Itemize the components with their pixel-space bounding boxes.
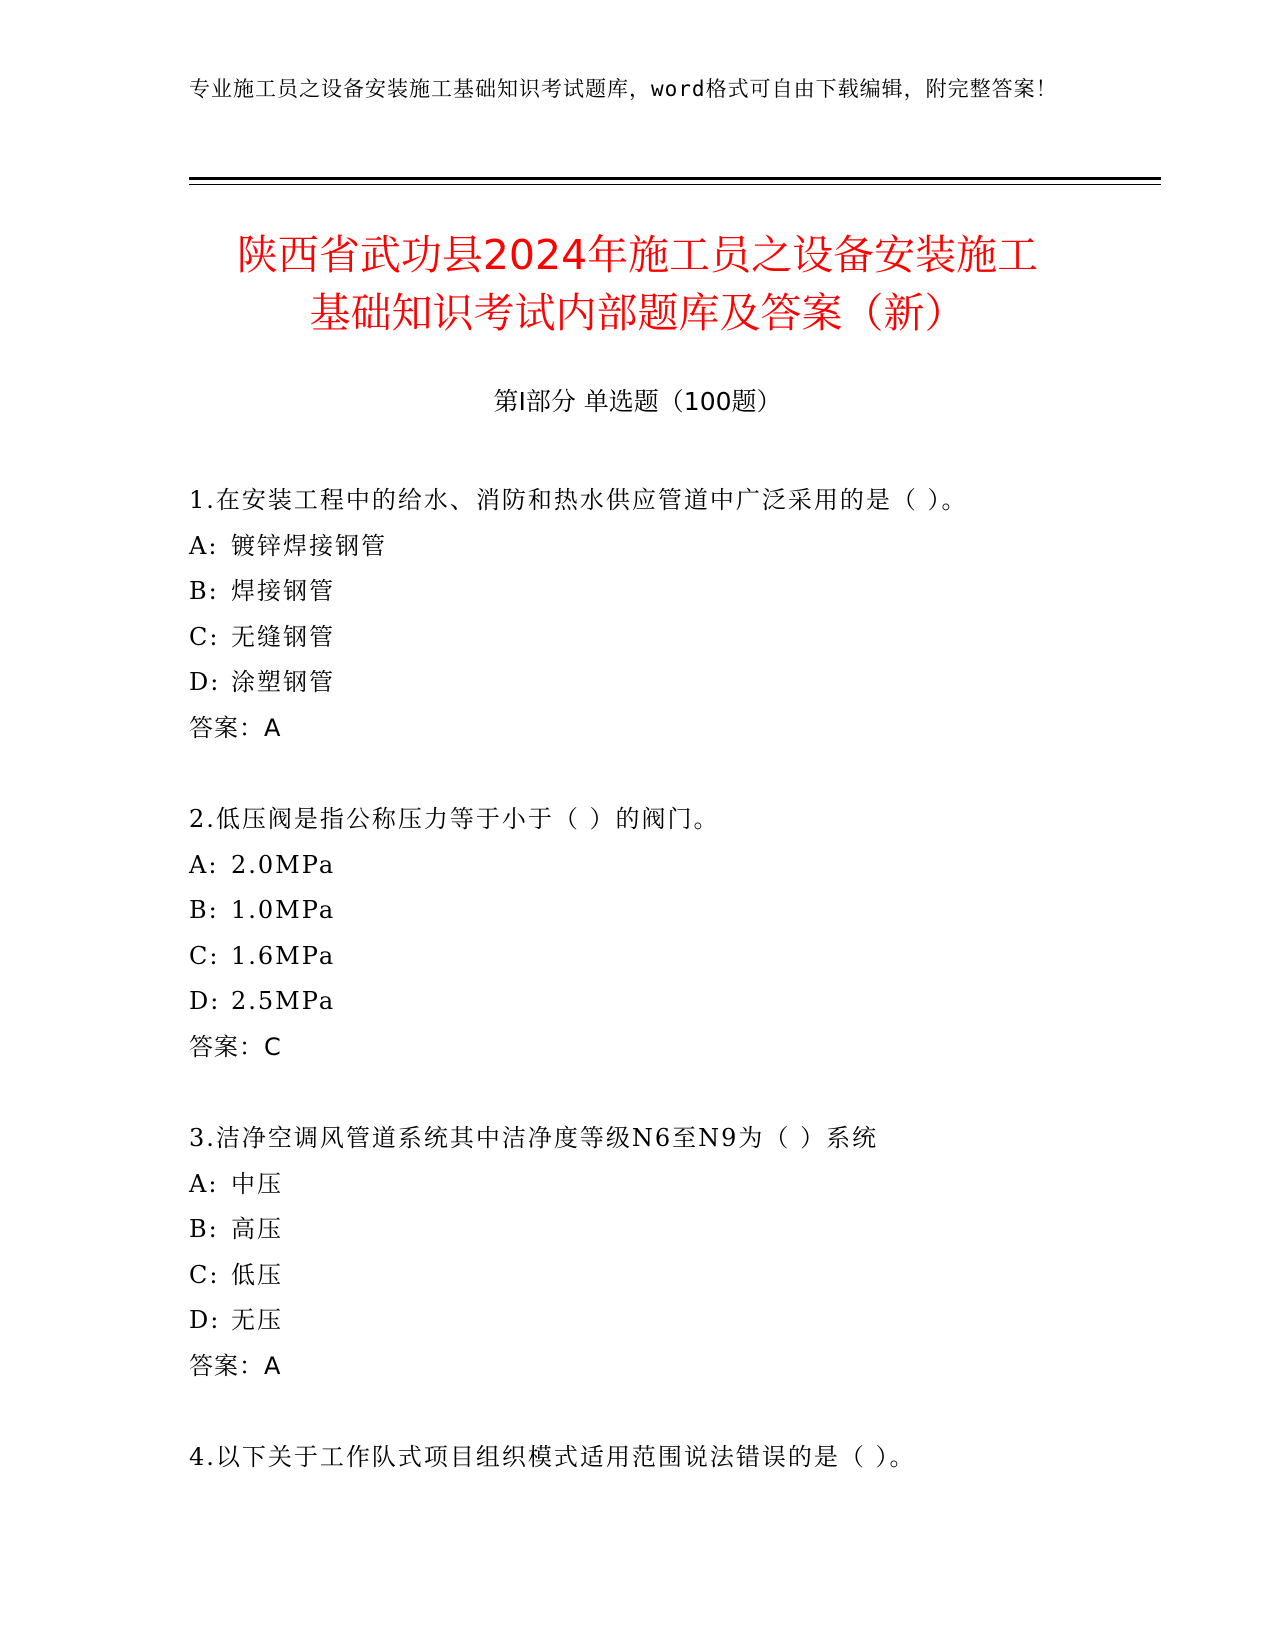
option-letter: B: [189, 577, 219, 605]
document-title-line-1: 陕西省武功县2024年施工员之设备安装施工 [236, 231, 1039, 279]
option-c [189, 934, 1149, 980]
option-letter: D: [189, 987, 221, 1015]
option-d [189, 660, 1149, 706]
option-c [189, 615, 1149, 661]
option-letter: A: [189, 850, 219, 879]
question-4 [189, 1435, 1149, 1481]
question-stem: 3.洁净空调风管道系统其中洁净度等级N6至N9为（ ）系统 [189, 1124, 879, 1152]
option-a [189, 1162, 1149, 1208]
option-letter: C: [189, 941, 220, 970]
option-letter: B: [189, 1215, 219, 1243]
option-a [189, 524, 1149, 570]
option-text: 高压 [231, 1215, 283, 1243]
answer-line: 答案：A [189, 1351, 282, 1380]
document-title [150, 226, 1125, 342]
option-b [189, 1207, 1149, 1253]
option-letter: C: [189, 622, 220, 651]
option-c [189, 1253, 1149, 1299]
option-text: 涂塑钢管 [231, 668, 335, 696]
question-1 [189, 478, 1149, 751]
option-letter: A: [189, 531, 219, 560]
option-text: 低压 [231, 1260, 283, 1289]
option-letter: A: [189, 1169, 219, 1198]
option-text: 2.5MPa [231, 987, 336, 1015]
option-letter: C: [189, 1260, 220, 1289]
question-stem: 1.在安装工程中的给水、消防和热水供应管道中广泛采用的是（ ）。 [189, 486, 968, 514]
option-text: 1.6MPa [231, 941, 336, 970]
question-2 [189, 797, 1149, 1070]
header-rule-thick [189, 177, 1161, 180]
question-stem: 2.低压阀是指公称压力等于小于（ ）的阀门。 [189, 805, 720, 833]
option-text: 无压 [231, 1306, 283, 1334]
answer-line: 答案：C [189, 1032, 282, 1061]
question-stem: 4.以下关于工作队式项目组织模式适用范围说法错误的是（ ）。 [189, 1443, 916, 1471]
option-b [189, 569, 1149, 615]
header-rule-thin [189, 184, 1161, 185]
option-d [189, 1298, 1149, 1344]
option-letter: D: [189, 668, 221, 696]
option-text: 镀锌焊接钢管 [231, 531, 387, 560]
answer-line: 答案：A [189, 713, 282, 742]
document-title-line-2: 基础知识考试内部题库及答案（新） [309, 289, 966, 337]
option-letter: D: [189, 1306, 221, 1334]
option-text: 无缝钢管 [231, 622, 335, 651]
option-b [189, 888, 1149, 934]
option-letter: B: [189, 896, 219, 924]
option-a [189, 843, 1149, 889]
option-text: 中压 [231, 1169, 283, 1198]
option-text: 2.0MPa [231, 850, 336, 879]
question-3 [189, 1116, 1149, 1389]
section-heading: 第Ⅰ部分 单选题（100题） [493, 387, 782, 416]
header-note: 专业施工员之设备安装施工基础知识考试题库，word格式可自由下载编辑，附完整答案！ [189, 77, 1058, 101]
question-list [189, 478, 1149, 1527]
option-d [189, 979, 1149, 1025]
option-text: 1.0MPa [231, 896, 336, 924]
option-text: 焊接钢管 [231, 577, 335, 605]
